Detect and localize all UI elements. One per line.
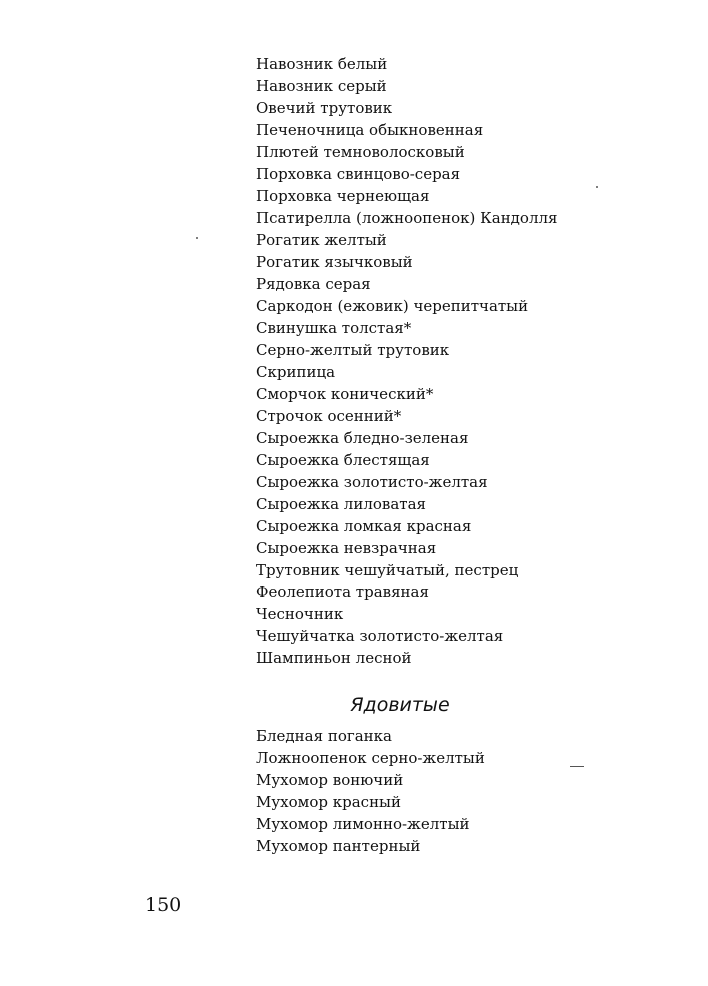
list-item: Овечий трутовик (256, 99, 393, 117)
list-item: Рогатик желтый (256, 231, 387, 249)
scan-speck (196, 237, 198, 239)
list-item: Бледная поганка (256, 727, 392, 745)
list-item: Сыроежка лиловатая (256, 495, 426, 513)
list-item: Мухомор лимонно-желтый (256, 815, 470, 833)
list-item: Строчок осенний* (256, 407, 402, 425)
list-item: Сыроежка бледно-зеленая (256, 429, 469, 447)
list-item: Шампиньон лесной (256, 649, 412, 667)
list-item: Сыроежка ломкая красная (256, 517, 472, 535)
list-item: Свинушка толстая* (256, 319, 412, 337)
list-item: Псатирелла (ложноопенок) Кандолля (256, 209, 558, 227)
list-item: Сыроежка золотисто-желтая (256, 473, 488, 491)
poisonous-mushroom-list (256, 725, 485, 857)
list-item: Порховка свинцово-серая (256, 165, 461, 183)
list-item: Чешуйчатка золотисто-желтая (256, 627, 504, 645)
list-item: Сморчок конический* (256, 385, 434, 403)
list-item: Сыроежка невзрачная (256, 539, 437, 557)
list-item: Мухомор вонючий (256, 771, 404, 789)
poisonous-heading: Ядовитые (350, 694, 450, 716)
list-item: Серно-желтый трутовик (256, 341, 450, 359)
list-item: Рядовка серая (256, 275, 371, 293)
list-item: Рогатик язычковый (256, 253, 413, 271)
list-item: Чесночник (256, 605, 344, 623)
list-item: Мухомор красный (256, 793, 401, 811)
list-item: Скрипица (256, 363, 336, 381)
scan-speck (596, 186, 598, 188)
list-item: Порховка чернеющая (256, 187, 430, 205)
list-item: Плютей темноволосковый (256, 143, 465, 161)
scan-speck (570, 766, 584, 767)
list-item: Сыроежка блестящая (256, 451, 430, 469)
list-item: Навозник серый (256, 77, 387, 95)
edible-mushroom-list (256, 53, 557, 669)
list-item: Навозник белый (256, 55, 388, 73)
list-item: Феолепиота травяная (256, 583, 429, 601)
list-item: Саркодон (ежовик) черепитчатый (256, 297, 529, 315)
list-item: Трутовник чешуйчатый, пестрец (256, 561, 519, 579)
list-item: Ложноопенок серно-желтый (256, 749, 485, 767)
page-number: 150 (145, 894, 182, 916)
list-item: Мухомор пантерный (256, 837, 421, 855)
list-item: Печеночница обыкновенная (256, 121, 484, 139)
